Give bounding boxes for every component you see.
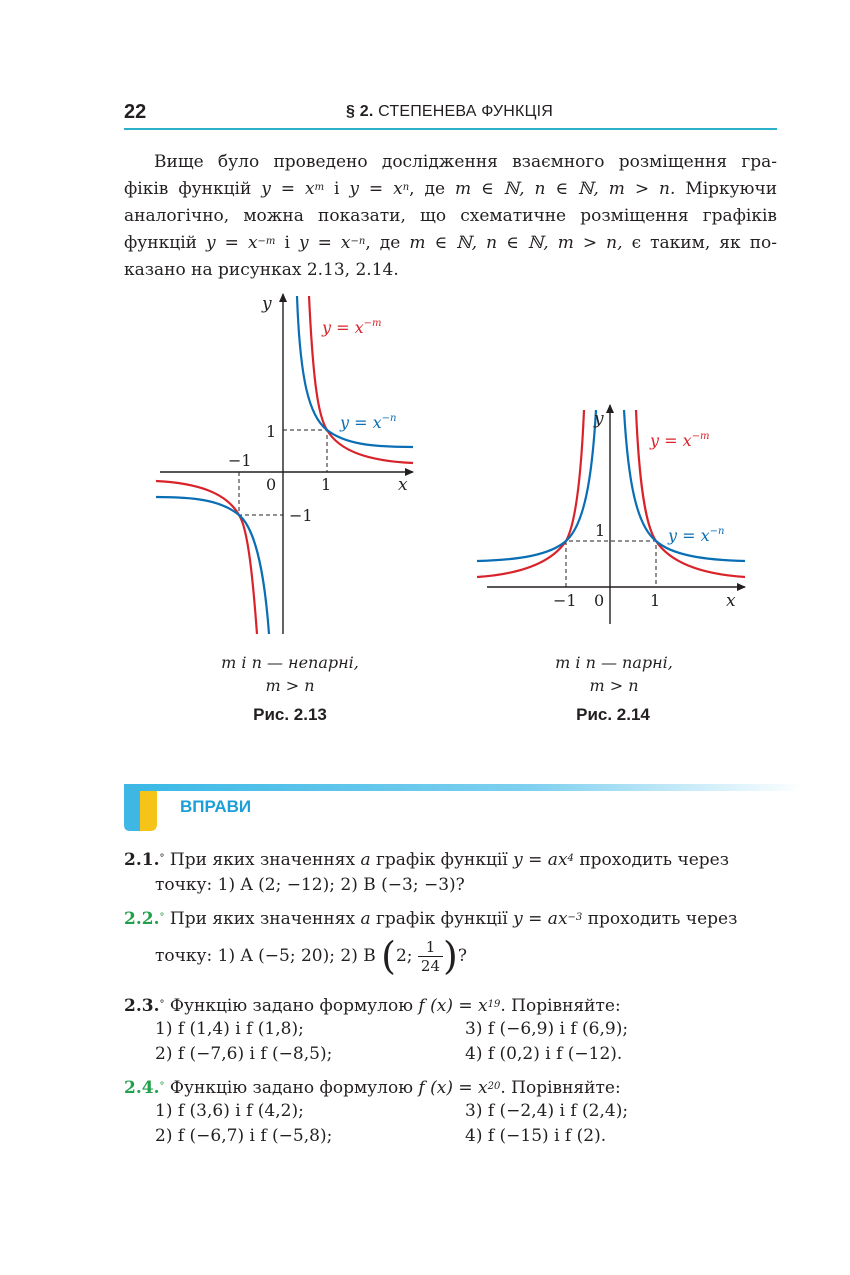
caption-line bbox=[494, 651, 734, 674]
exercise-text: точку: 1) A (−5; 20); 2) B bbox=[155, 946, 376, 966]
exercise-text: ? bbox=[457, 946, 467, 966]
x-axis-label: x bbox=[726, 591, 736, 611]
point-x: 2; bbox=[395, 946, 418, 966]
variable: a bbox=[360, 909, 371, 929]
formula-base: f (x) = x bbox=[418, 1078, 488, 1098]
caption-line bbox=[170, 651, 410, 674]
formula: m ∈ ℕ, n ∈ ℕ, m > n. bbox=[455, 179, 676, 199]
caption-text: m > n bbox=[265, 676, 315, 695]
caption-text: m і n — непарні, bbox=[221, 653, 359, 672]
formula bbox=[261, 179, 324, 199]
blue-curve-label bbox=[667, 526, 724, 545]
exercise-line bbox=[124, 907, 784, 932]
formula-exp: 19 bbox=[487, 999, 501, 1010]
caption-text: m > n bbox=[589, 676, 639, 695]
intro-text: Міркуючи bbox=[685, 179, 778, 199]
fig14-title: Рис. 2.14 bbox=[576, 705, 650, 724]
tick-0: 0 bbox=[266, 475, 277, 494]
fraction-numerator: 1 bbox=[418, 938, 443, 957]
formula-base: y = ax bbox=[513, 850, 568, 870]
difficulty-mark: ° bbox=[159, 1081, 165, 1092]
ex23-item-1: 1) f (1,4) і f (1,8); bbox=[155, 1019, 304, 1039]
intro-line-4 bbox=[124, 230, 777, 257]
exercise-text: При яких значеннях bbox=[164, 850, 361, 870]
figure-2-14 bbox=[470, 400, 755, 635]
ex23-item-4: 4) f (0,2) і f (−12). bbox=[465, 1044, 623, 1064]
curve-red-negative bbox=[156, 481, 257, 634]
exercise-text: При яких значеннях bbox=[164, 909, 361, 929]
intro-text: , де bbox=[365, 233, 401, 253]
intro-text: і bbox=[284, 233, 290, 253]
guide-1-1 bbox=[283, 430, 327, 472]
formula-base: y = x bbox=[298, 233, 351, 253]
formula-exp: m bbox=[314, 182, 325, 193]
intro-text: фіків функцій bbox=[124, 179, 252, 199]
formula-exp: −n bbox=[350, 236, 366, 247]
formula-exp: n bbox=[402, 182, 410, 193]
fig13-caption bbox=[170, 651, 410, 697]
exercise-line: точку: 1) A (2; −12); 2) B (−3; −3)? bbox=[155, 875, 465, 895]
exercise-line bbox=[124, 934, 784, 978]
section-header bbox=[346, 103, 553, 121]
exercise-2-3 bbox=[124, 994, 784, 1019]
formula-exp: 4 bbox=[567, 853, 574, 864]
formula bbox=[349, 179, 409, 199]
formula bbox=[513, 909, 582, 929]
banner-blue-tab bbox=[124, 784, 142, 831]
tick-0: 0 bbox=[594, 591, 605, 610]
formula-base: y = ax bbox=[513, 909, 568, 929]
ex23-item-2: 2) f (−7,6) і f (−8,5); bbox=[155, 1044, 333, 1064]
guide-lines bbox=[566, 541, 656, 587]
formula-exp: −3 bbox=[567, 912, 583, 923]
red-curve-label bbox=[321, 318, 382, 337]
difficulty-mark: ° bbox=[159, 912, 165, 923]
blue-curve-base: y = x bbox=[340, 413, 382, 432]
caption-line bbox=[170, 674, 410, 697]
exercise-text: графік функції bbox=[370, 909, 514, 929]
intro-text: і bbox=[334, 179, 340, 199]
exercise-number: 2.1. bbox=[124, 850, 160, 870]
ex24-item-4: 4) f (−15) і f (2). bbox=[465, 1126, 607, 1146]
exercise-2-1 bbox=[124, 848, 784, 898]
y-axis-label: y bbox=[594, 409, 604, 429]
intro-line-2 bbox=[124, 176, 777, 203]
exercise-number: 2.4. bbox=[124, 1078, 160, 1098]
red-curve-exp: −m bbox=[363, 318, 382, 329]
page-number: 22 bbox=[124, 101, 147, 123]
intro-paragraph bbox=[124, 149, 777, 284]
ex23-item-3: 3) f (−6,9) і f (6,9); bbox=[465, 1019, 629, 1039]
figure-2-13 bbox=[150, 285, 430, 640]
formula-base: y = x bbox=[349, 179, 403, 199]
x-axis-label: x bbox=[398, 475, 408, 495]
exercise-line bbox=[124, 994, 784, 1019]
blue-curve-base: y = x bbox=[668, 526, 710, 545]
exercise-text: Функцію задано формулою bbox=[164, 1078, 419, 1098]
section-title: СТЕПЕНЕВА ФУНКЦІЯ bbox=[378, 103, 554, 120]
difficulty-mark: ° bbox=[159, 853, 165, 864]
tick-1-x: 1 bbox=[321, 475, 332, 494]
intro-text: , де bbox=[409, 179, 446, 199]
exercise-line bbox=[124, 1076, 784, 1101]
caption-text: m і n — парні, bbox=[555, 653, 673, 672]
fig14-caption bbox=[494, 651, 734, 697]
exercise-line bbox=[124, 848, 784, 873]
ex24-item-3: 3) f (−2,4) і f (2,4); bbox=[465, 1101, 629, 1121]
blue-curve-label bbox=[339, 413, 396, 432]
exercises-title: ВПРАВИ bbox=[180, 797, 252, 816]
formula-base: f (x) = x bbox=[418, 996, 488, 1016]
red-curve-base: y = x bbox=[322, 318, 364, 337]
fraction bbox=[418, 938, 443, 975]
blue-curve-exp: −n bbox=[381, 413, 397, 424]
formula: m ∈ ℕ, n ∈ ℕ, m > n, bbox=[409, 233, 623, 253]
tick-1-y: 1 bbox=[266, 422, 277, 441]
formula-exp: 20 bbox=[487, 1081, 501, 1092]
formula bbox=[418, 1078, 500, 1098]
paren-open: ( bbox=[381, 934, 396, 978]
formula-base: y = x bbox=[261, 179, 315, 199]
tick-m1-y: −1 bbox=[289, 506, 313, 525]
exercise-2-2 bbox=[124, 907, 784, 978]
caption-line bbox=[494, 674, 734, 697]
tick-m1-x: −1 bbox=[553, 591, 577, 610]
banner-stripe bbox=[124, 784, 804, 791]
blue-curve-exp: −n bbox=[709, 526, 725, 537]
ex24-item-2: 2) f (−6,7) і f (−5,8); bbox=[155, 1126, 333, 1146]
formula bbox=[299, 233, 365, 253]
intro-text: функцій bbox=[124, 233, 197, 253]
formula-base: y = x bbox=[206, 233, 258, 253]
variable: a bbox=[360, 850, 371, 870]
exercise-text: . Порівняйте: bbox=[500, 996, 621, 1016]
exercise-number: 2.3. bbox=[124, 996, 160, 1016]
paren-close: ) bbox=[443, 934, 458, 978]
exercise-text: проходить через bbox=[573, 850, 729, 870]
formula bbox=[206, 233, 275, 253]
curve-red-left bbox=[477, 410, 584, 577]
curve-blue-negative bbox=[156, 497, 269, 634]
red-curve-base: y = x bbox=[650, 431, 692, 450]
formula bbox=[418, 996, 500, 1016]
fraction-denominator: 24 bbox=[420, 957, 441, 975]
tick-m1-x: −1 bbox=[228, 451, 252, 470]
exercise-text: Функцію задано формулою bbox=[164, 996, 419, 1016]
exercise-text: . Порівняйте: bbox=[500, 1078, 621, 1098]
intro-line-5: казано на рисунках 2.13, 2.14. bbox=[124, 260, 399, 280]
formula-exp: −m bbox=[257, 236, 276, 247]
tick-1-y: 1 bbox=[595, 521, 606, 540]
guide-m1-m1 bbox=[239, 472, 283, 515]
fig13-title: Рис. 2.13 bbox=[253, 705, 327, 724]
intro-text: є таким, як по- bbox=[631, 233, 778, 253]
exercise-text: графік функції bbox=[370, 850, 514, 870]
section-mark: § 2. bbox=[346, 103, 374, 120]
header-rule bbox=[124, 128, 777, 130]
ex24-item-1: 1) f (3,6) і f (4,2); bbox=[155, 1101, 304, 1121]
exercise-2-4 bbox=[124, 1076, 784, 1101]
intro-line-3: аналогічно, можна показати, що схематичне розміщення графіків bbox=[124, 206, 777, 226]
exercise-number: 2.2. bbox=[124, 909, 160, 929]
difficulty-mark: ° bbox=[159, 999, 165, 1010]
red-curve-exp: −m bbox=[691, 431, 710, 442]
banner-yellow-tab bbox=[140, 791, 157, 831]
tick-1-x: 1 bbox=[650, 591, 661, 610]
formula bbox=[513, 850, 574, 870]
red-curve-label bbox=[649, 431, 710, 450]
exercise-text: проходить через bbox=[582, 909, 738, 929]
y-axis-label: y bbox=[262, 294, 272, 314]
intro-line-1: Вище було проведено дослідження взаємного розміщення гра- bbox=[154, 152, 777, 172]
